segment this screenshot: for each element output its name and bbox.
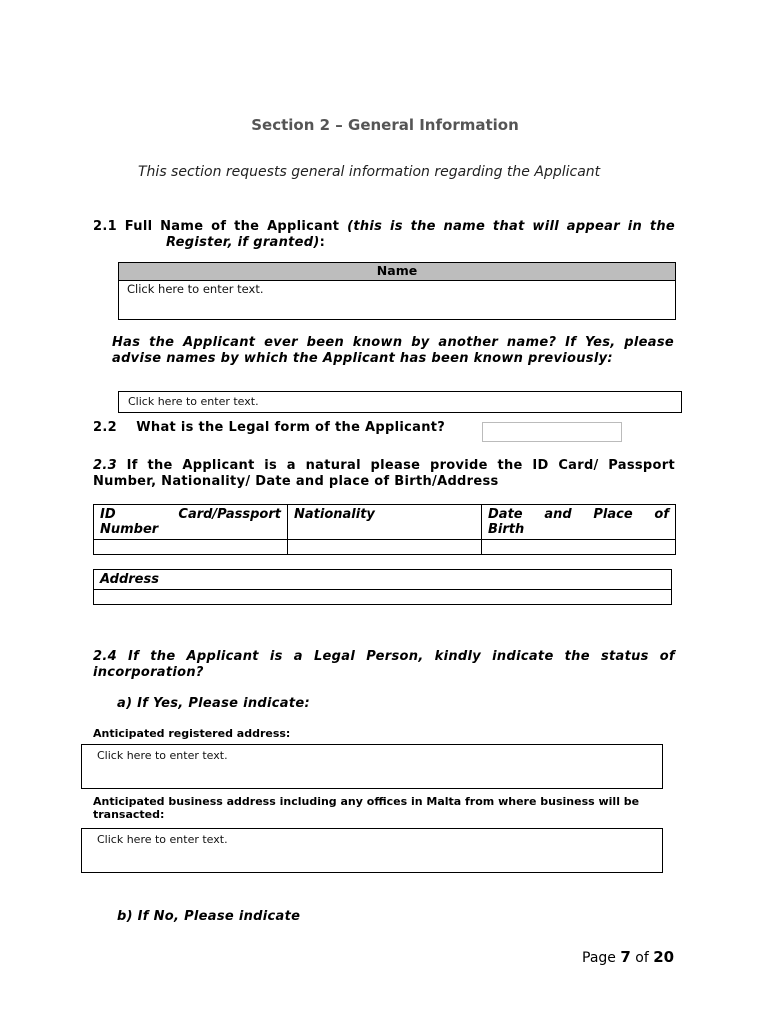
- q2-1-number: 2.1: [93, 219, 117, 234]
- q2-3-text-1: If the Applicant is a natural please provide the ID Card/ Passport: [126, 458, 675, 473]
- total-pages: 20: [653, 948, 675, 966]
- q2-4-number: 2.4: [93, 649, 117, 664]
- registered-address-input[interactable]: [81, 744, 663, 789]
- other-name-question-line2: advise names by which the Applicant has been known previously:: [112, 351, 613, 366]
- q2-3-line1: [93, 458, 675, 473]
- other-name-question-line1: Has the Applicant ever been known by another name? If Yes, please: [112, 335, 674, 350]
- q2-2-text: What is the Legal form of the Applicant?: [136, 420, 446, 435]
- id-number-cell[interactable]: [94, 540, 288, 555]
- address-table: [93, 569, 672, 605]
- name-table-header: Name: [119, 263, 675, 281]
- other-names-placeholder: Click here to enter text.: [128, 395, 259, 408]
- q2-4-line2: incorporation?: [93, 665, 204, 680]
- col-nationality-header: Nationality: [288, 505, 482, 540]
- q2-3-number: 2.3: [93, 458, 117, 473]
- q2-1-note-2: Register, if granted): [166, 235, 320, 250]
- registered-address-placeholder: Click here to enter text.: [97, 749, 228, 762]
- address-header: Address: [94, 570, 672, 590]
- address-cell[interactable]: [94, 590, 672, 605]
- col-birth-header: Date and Place of Birth: [482, 505, 676, 540]
- col-id-header: ID Card/Passport Number: [94, 505, 288, 540]
- q2-1-line1: [93, 219, 675, 234]
- option-a-label: a) If Yes, Please indicate:: [117, 696, 310, 711]
- section-title: Section 2 – General Information: [251, 116, 519, 134]
- q2-2-label: [93, 420, 445, 435]
- registered-address-label: Anticipated registered address:: [93, 727, 291, 740]
- current-page: 7: [620, 948, 631, 966]
- page-number: Page 7 of 20: [582, 948, 675, 966]
- id-table: [93, 504, 676, 555]
- section-intro: This section requests general information regarding the Applicant: [138, 164, 601, 180]
- q2-4-line1: [93, 649, 675, 664]
- nationality-cell[interactable]: [288, 540, 482, 555]
- other-names-input[interactable]: [118, 391, 682, 413]
- business-address-input[interactable]: [81, 828, 663, 873]
- legal-form-input[interactable]: [482, 422, 622, 442]
- q2-1-label: Full Name of the Applicant: [124, 219, 340, 234]
- option-b-label: b) If No, Please indicate: [117, 909, 301, 924]
- name-table: [118, 262, 676, 320]
- q2-4-text-1: If the Applicant is a Legal Person, kindly indicate the status of: [128, 649, 675, 664]
- q2-3-line2: Number, Nationality/ Date and place of Birth/Address: [93, 474, 499, 489]
- q2-1-note-1: (this is the name that will appear in the: [347, 219, 676, 234]
- q2-1-line2: Register, if granted):: [166, 235, 326, 250]
- business-address-placeholder: Click here to enter text.: [97, 833, 228, 846]
- full-name-input[interactable]: Click here to enter text.: [127, 282, 264, 296]
- birth-cell[interactable]: [482, 540, 676, 555]
- q2-2-number: 2.2: [93, 420, 117, 435]
- business-address-label: Anticipated business address including any offices in Malta from where business will be transacted:: [93, 795, 640, 821]
